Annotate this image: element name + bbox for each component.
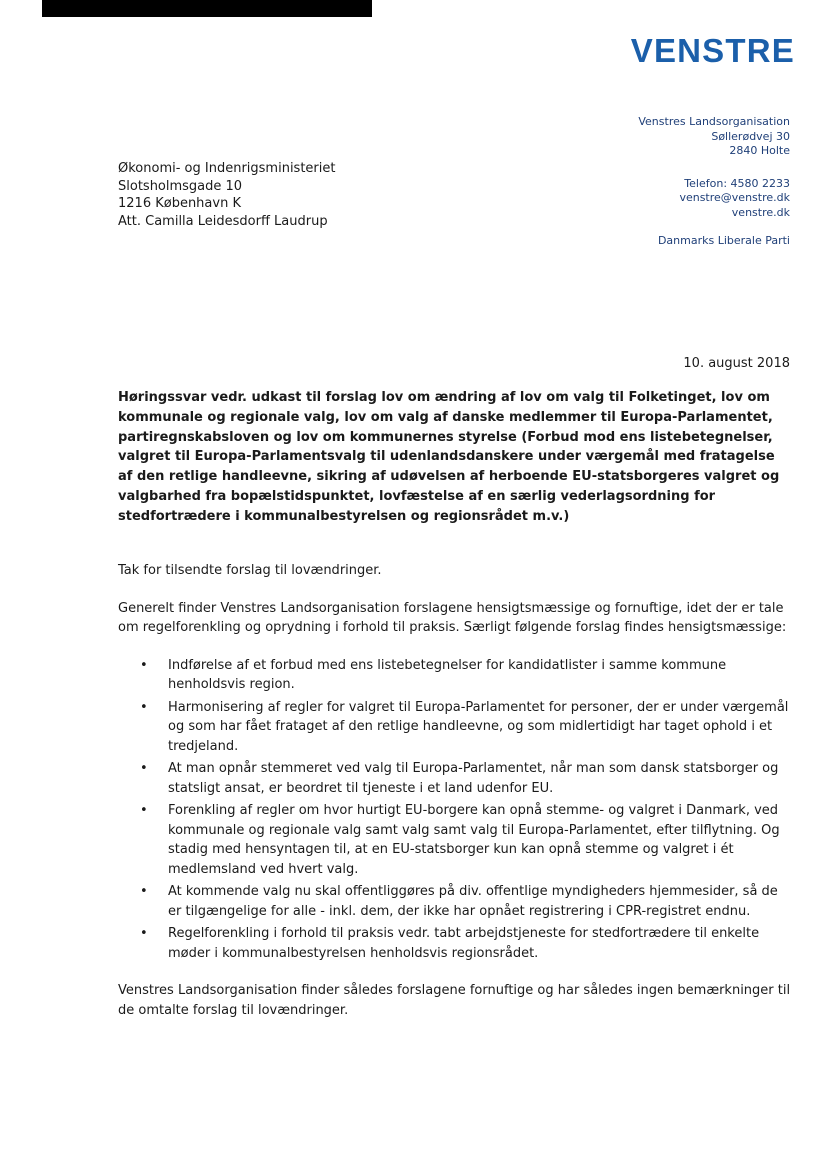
recipient-line-1: Økonomi- og Indenrigsministeriet bbox=[118, 161, 336, 176]
bullet-icon: • bbox=[140, 926, 148, 941]
bullet-icon: • bbox=[140, 803, 148, 818]
sender-party: Danmarks Liberale Parti bbox=[657, 234, 790, 247]
sender-org: Venstres Landsorganisation bbox=[638, 115, 790, 128]
list-item: • Indførelse af et forbud med ens listebetegnelser for kandidatlister i samme kommune henholdsvis region. bbox=[140, 657, 727, 692]
bullet-icon: • bbox=[140, 657, 148, 673]
sender-street: Søllerødvej 30 bbox=[711, 129, 790, 143]
list-item: • At kommende valg nu skal offentliggøres på div. offentlige myndigheders hjemmesider, så de er tilgængelige for alle - inkl. dem, der ikke har opnået registrering i CPR-registret endnu. bbox=[140, 884, 778, 919]
venstre-logo: VENSTRE bbox=[630, 32, 795, 69]
sender-web: venstre.dk bbox=[731, 205, 790, 219]
list-item: • At man opnår stemmeret ved valg til Europa-Parlamentet, når man som dansk statsborger og statsligt ansat, er beordret til tjeneste i et land udenfor EU. bbox=[140, 761, 779, 796]
redaction-bar bbox=[42, 0, 372, 17]
recipient-line-4: Att. Camilla Leidesdorff Laudrup bbox=[118, 213, 328, 229]
sender-phone: Telefon: 4580 2233 bbox=[684, 176, 790, 190]
recipient-address-block bbox=[118, 160, 335, 230]
letter-date: 10. august 2018 bbox=[683, 356, 790, 371]
intro-paragraph: Generelt finder Venstres Landsorganisation forslagene hensigtsmæssige og fornuftige, idet der er tale om regelforenkling og oprydning i forhold til praksis. Særligt følgende forslag findes hensigtsmæssige: bbox=[118, 600, 787, 635]
list-item: • Regelforenkling i forhold til praksis vedr. tabt arbejdstjeneste for stedfortrædere til enkelte møder i kommunalbestyrelsen henholdsvis regionsrådet. bbox=[140, 926, 760, 961]
proposal-list bbox=[118, 656, 793, 964]
list-item: • Harmonisering af regler for valgret til Europa-Parlamentet for personer, der er under værgemål og som har fået frataget af den retlige handleevne, og som midlertidigt har taget ophold i et tredjeland. bbox=[140, 699, 789, 754]
bullet-icon: • bbox=[140, 884, 148, 899]
bullet-icon: • bbox=[140, 699, 148, 715]
closing-paragraph: Venstres Landsorganisation finder således forslagene fornuftige og har således ingen bemærkninger til de omtalte forslag til lovændringer. bbox=[118, 983, 791, 1018]
sender-city: 2840 Holte bbox=[729, 144, 790, 157]
list-item: • Forenkling af regler om hvor hurtigt EU-borgere kan opnå stemme- og valgret i Danmark, ved kommunale og regionale valg samt valg samt valg til Europa-Parlamentet, efter tilflytning. Og stadig med hensyntagen til, at en EU-statsborger kun kan opnå stemme og valgret i ét medlemsland ved hvert valg. bbox=[140, 803, 780, 877]
recipient-line-3: 1216 København K bbox=[118, 196, 241, 211]
bullet-icon: • bbox=[140, 761, 148, 776]
sender-email: venstre@venstre.dk bbox=[679, 191, 790, 204]
recipient-line-2: Slotsholmsgade 10 bbox=[118, 178, 243, 194]
letter-body bbox=[118, 561, 793, 1020]
sender-address-block bbox=[638, 115, 790, 249]
thanks-paragraph: Tak for tilsendte forslag til lovændringer. bbox=[118, 563, 382, 578]
subject-heading: Høringssvar vedr. udkast til forslag lov om ændring af lov om valg til Folketinget, lov om kommunale og regionale valg, lov om valg af danske medlemmer til Europa-Parlamentet, partiregnskabsloven og lov om kommunernes styrelse (Forbud mod ens listebetegnelser, valgret til Europa-Parlamentsvalg til udenlandsdanskere under værgemål med fratagelse af den retlige handleevne, sikring af udøvelsen af herboende EU-statsborgeres valgret og valgbarhed fra bopælstidspunktet, lovfæstelse af en særlig vederlagsordning for stedfortrædere i kommunalbestyrelsen og regionsrådet m.v.) bbox=[118, 390, 780, 524]
